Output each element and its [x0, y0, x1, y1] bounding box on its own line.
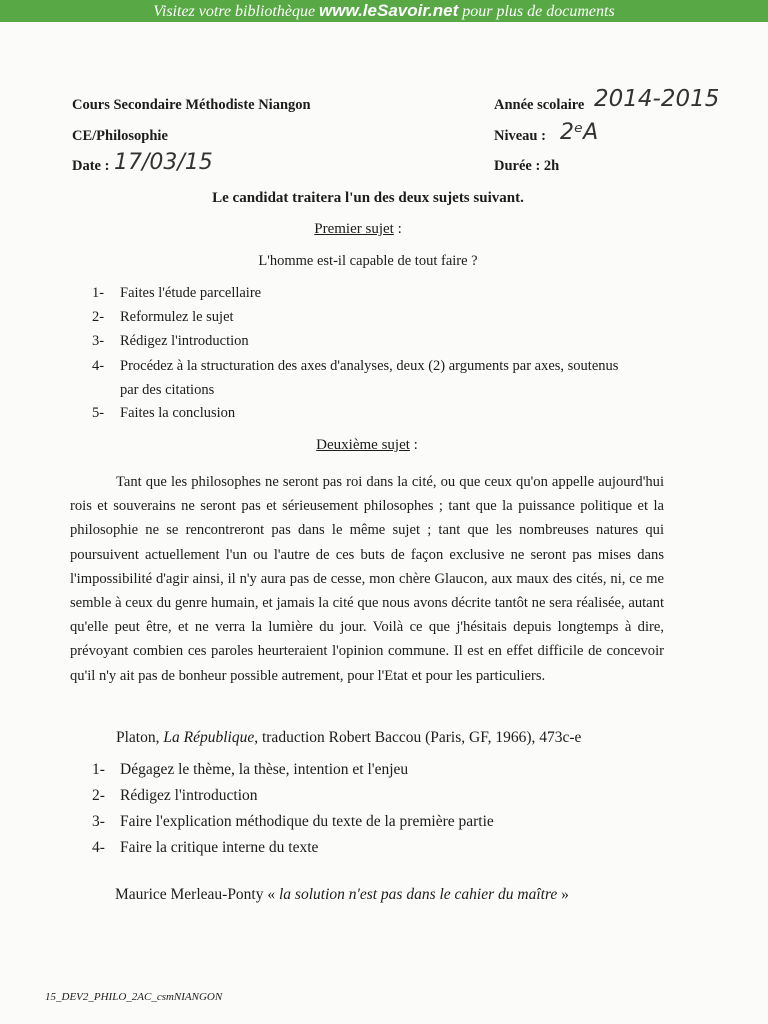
document-code: 15_DEV2_PHILO_2AC_csmNIANGON: [45, 991, 223, 1003]
list-item-text: Procédez à la structuration des axes d'analyses, deux (2) arguments par axes, soutenus: [120, 358, 619, 374]
list-item-text: Rédigez l'introduction: [120, 333, 249, 349]
list-item-text: Faites l'étude parcellaire: [120, 285, 262, 301]
source-details: , traduction Robert Baccou (Paris, GF, 1966), 473c-e: [254, 729, 582, 746]
sujet2-heading: [0, 437, 734, 454]
banner-prefix: Visitez votre bibliothèque: [153, 3, 316, 20]
sujet2-title: Deuxième sujet: [316, 437, 410, 453]
sujet1-heading: [0, 221, 716, 238]
list-item-number: 2-: [92, 787, 105, 804]
list-item: [92, 405, 235, 422]
date-value: 17/03/15: [114, 150, 213, 175]
level-label: Niveau :: [494, 128, 546, 144]
sujet2-text: Tant que les philosophes ne seront pas roi dans la cité, ou que ceux qu'on appelle aujourd'hui rois et souverains ne seront pas et sérieusement philosophes ; tant que la puissance politique et la philosophie ne se rencontreront pas dans le même sujet ; tant que les nombreuses natures qui poursuivent actuellement l'un ou l'autre de ces buts de façon exclusive ne seront pas mises dans l'impossibilité d'agir ainsi, il n'y aura pas de cesse, mon chère Glaucon, aux maux des cités, ni, ce me semble à ceux du genre humain, et jamais la cité que nous avons décrite tantôt ne sera réalisée, autant qu'elle peut être, et ne verra la lumière du jour. Voilà ce que j'hésitais depuis longtemps à dire, prévoyant combien ces paroles heurteraient l'opinion commune. Il est en effet difficile de concevoir qu'il n'y ait pas de bonheur possible autrement, pour l'Etat et pour les particuliers.: [70, 474, 664, 684]
year-label: Année scolaire: [494, 97, 585, 113]
list-item: [92, 285, 261, 302]
banner-site-link[interactable]: www.leSavoir.net: [319, 1, 459, 20]
list-item-text: Faire l'explication méthodique du texte de la première partie: [120, 813, 494, 830]
banner-suffix: pour plus de documents: [462, 3, 615, 20]
list-item-number: 1-: [92, 761, 105, 778]
list-item-text: Dégagez le thème, la thèse, intention et l'enjeu: [120, 761, 409, 778]
subject-label: CE/Philosophie: [72, 128, 168, 144]
list-item-number: 4-: [92, 839, 105, 856]
list-item: [92, 761, 408, 779]
list-item-number: 5-: [92, 405, 105, 421]
list-item-number: 3-: [92, 813, 105, 830]
school-name: Cours Secondaire Méthodiste Niangon: [72, 97, 311, 113]
source-citation: [116, 729, 581, 747]
list-item: [92, 333, 249, 350]
level-value: 2ᵉA: [560, 120, 599, 145]
list-item-text: Rédigez l'introduction: [120, 787, 258, 804]
list-item: [92, 813, 494, 831]
date-label: Date :: [72, 158, 110, 174]
list-item-number: 2-: [92, 309, 105, 325]
list-item-text: par des citations: [120, 382, 215, 398]
duration-label: Durée : 2h: [494, 158, 560, 174]
sujet1-question: L'homme est-il capable de tout faire ?: [258, 253, 478, 269]
list-item: [92, 309, 234, 326]
site-banner: [0, 0, 768, 22]
list-item-number: 1-: [92, 285, 105, 301]
source-author: Platon,: [116, 729, 160, 746]
year-value: 2014-2015: [594, 86, 720, 112]
list-item: [92, 358, 618, 375]
sujet1-title: Premier sujet: [314, 221, 394, 237]
closing-quote: [115, 886, 569, 904]
sujet1-colon: :: [393, 221, 402, 237]
source-title: La République: [163, 729, 255, 746]
list-item-number: 4-: [92, 358, 105, 374]
list-item-number: 3-: [92, 333, 105, 349]
list-item: [92, 787, 258, 805]
list-item-text: Faire la critique interne du texte: [120, 839, 319, 856]
list-item-text: Reformulez le sujet: [120, 309, 234, 325]
quote-close: »: [561, 886, 569, 903]
list-item-text: Faites la conclusion: [120, 405, 236, 421]
instruction: Le candidat traitera l'un des deux sujets suivant.: [212, 190, 524, 206]
sujet2-colon: :: [409, 437, 418, 453]
quote-author: Maurice Merleau-Ponty «: [115, 886, 276, 903]
list-item: [92, 382, 214, 399]
list-item: [92, 839, 318, 857]
quote-text: la solution n'est pas dans le cahier du maître: [279, 886, 558, 903]
